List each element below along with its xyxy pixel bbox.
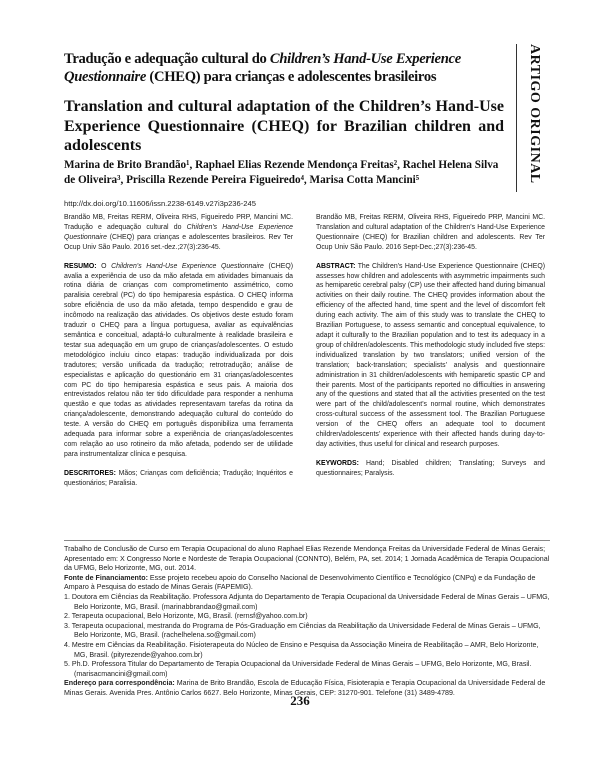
footnote-funding [64, 574, 550, 593]
title-english: Translation and cultural adaptation of the Children’s Hand-Use Experience Questionnaire (CHEQ) for Brazilian children and adolescents [64, 98, 504, 154]
keywords-label: KEYWORDS: [316, 459, 359, 467]
footnote-intro: Trabalho de Conclusão de Curso em Terapia Ocupacional do aluno Raphael Elias Rezende Mendonça Freitas da Universidade Federal de Minas Gerais; Apresentado em: X Congresso Norte e Nordeste de Terapia Ocupacional (CONNTO), Belém, PA, set. 2014; 1 Jornada Acadêmica de Terapia Ocupacional da UFMG, Belo Horizonte, MG, out. 2014. [64, 545, 550, 573]
descritores-label: DESCRITORES: [64, 469, 116, 477]
authors: Marina de Brito Brandão¹, Raphael Elias Rezende Mendonça Freitas², Rachel Helena Silva de Oliveira³, Priscilla Rezende Pereira Figueiredo⁴, Marisa Cotta Mancini⁵ [64, 159, 499, 186]
abstract-english-column [316, 213, 545, 488]
abstract-label: ABSTRACT: [316, 262, 356, 270]
resumo-text: (CHEQ) avalia a experiência de uso da mão afetada em atividades bimanuais da rotina diária de crianças com comprometimento assimétrico, como paralisia cerebral (PC) do tipo hemiparesia espástica. O CHEQ informa sobre eficiência de uso da mão afetada, tempo despendido e grau de incômodo na realização das atividades. Os objetivos deste estudo foram traduzir o CHEQ para a língua portuguesa, avaliar as equivalências semântica e conceitual, adaptá-lo culturalmente à realidade brasileira e testar sua adequação em um grupo de crianças/adolescentes. O estudo metodológico incluiu cinco etapas: tradução individualizada por dois tradutores; versão unificada da tradução; retrotradução; análise de especialistas e aplicação do questionário em 31 crianças/adolescentes com PC do tipo hemiparesia espástica e seus pais. A maioria dos entrevistados relatou não ter tido dificuldade para responder a nenhuma questão e que todas as atividades representavam tarefas da rotina da criança/adolescente, demonstrando adequação cultural do conteúdo do teste. A versão do CHEQ em português disponibiliza uma ferramenta adequada para informar sobre a experiência de crianças/adolescentes com relação ao uso rotineiro da mão afetada, podendo ser de utilidade para instrumentalizar clínica e pesquisa. [64, 262, 293, 458]
resumo-a: O [96, 262, 112, 270]
address-label: Endereço para correspondência: [64, 679, 175, 688]
footnote-item: 1. Doutora em Ciências da Reabilitação. Professora Adjunta do Departamento de Terapia Ocupacional da Universidade Federal de Minas Gerais – UFMG, Belo Horizonte, MG, Brasil. (marinabbrandao@gmail.com) [64, 592, 550, 611]
abstract-text: The Children’s Hand-Use Experience Questionnaire (CHEQ) assesses how children and adolescents with asymmetric impairments such as hemiparetic cerebral palsy (CP) use their affected hand during bimanual activities on their daily routine. The CHEQ provides information about the efficiency of the affected hand, time spent and the level of discomfort felt during each activity. The aim of this study was to translate the CHEQ to Brazilian Portuguese, to assess semantic and conceptual equivalence, to adapt it culturally to the Brazilian population and to test its adequacy in a group of children/adolescents. This methodologic study included five steps: individualized translation by two translators; unified version of the translation; back-translation; specialists’ analysis and questionnaire administration in 31 children/adolescents with hemiparetic spastic CP and their parents. Most of the participants reported no difficulties in answering any of the questions and stated that all the activities presented on the test were part of the child/adolescent’s normal routine, which demonstrates cross-cultural success of the assessment tool. The Brazilian Portuguese version of the CHEQ offers an adequate tool to document children/adolescents’ experience with their affected hands during day-to-day activities, thus useful for clinical and research purposes. [316, 262, 545, 448]
citation-pt-italic: Children’s Hand-Use Experience Questionnaire [64, 223, 293, 241]
citation-pt [64, 213, 293, 253]
footnote-item: 4. Mestre em Ciências da Reabilitação. Fisioterapeuta do Núcleo de Ensino e Pesquisa da Associação Mineira de Reabilitação – AMR, Belo Horizonte, MG, Brasil. (pityrezende@yahoo.com.br) [64, 640, 539, 659]
resumo-label: RESUMO: [64, 262, 97, 270]
page-number: 236 [290, 693, 310, 708]
title-portuguese [64, 50, 504, 86]
citation-pt-b: (CHEQ) para crianças e adolescentes brasileiros. Rev Ter Ocup Univ São Paulo. 2016 set.-dez.;27(3):236-45. [64, 233, 293, 251]
side-rule [516, 44, 517, 192]
title-pt-prefix: Tradução e adequação cultural do [64, 51, 270, 67]
footnotes [64, 545, 550, 699]
article-type-label: ARTIGO ORIGINAL [527, 44, 542, 184]
footnote-divider [64, 540, 550, 541]
keywords-text: Hand; Disabled children; Translating; Surveys and questionnaires; Paralysis. [316, 459, 545, 477]
doi-link[interactable]: http://dx.doi.org/10.11606/issn.2238-6149.v27i3p236-245 [64, 199, 256, 208]
resumo [64, 262, 293, 460]
resumo-italic: Children’s Hand-Use Experience Questionnaire [111, 262, 264, 270]
footnote-item: 5. Ph.D. Professora Titular do Departamento de Terapia Ocupacional da Universidade Federal de Minas Gerais – UFMG, Belo Horizonte, MG, Brasil. (marisacmancini@gmail.com) [64, 660, 532, 678]
funding-text: Esse projeto recebeu apoio do Conselho Nacional de Desenvolvimento Científico e Tecnológico (CNPq) e da Fundação de Amparo à Pesquisa do estado de Minas Gerais (FAPEMIG). [64, 573, 536, 592]
footnote-item: 3. Terapeuta ocupacional, mestranda do Programa de Pós-Graduação em Ciências da Reabilitação da Universidade Federal de Minas Gerais – UFMG, Belo Horizonte, MG, Brasil. (rachelhelena.so@gmail.com) [64, 621, 541, 640]
citation-en: Brandão MB, Freitas RERM, Oliveira RHS, Figueiredo PRP, Mancini MC. Translation and cultural adaptation of the Children’s Hand-Use Experience Questionnaire (CHEQ) for Brazilian children and adolescents. Rev Ter Ocup Univ São Paulo. 2016 Sept-Dec.;27(3):236-45. [316, 214, 545, 251]
descritores [64, 469, 293, 489]
footnote-item: 2. Terapeuta ocupacional, Belo Horizonte, MG, Brasil. (rernsf@yahoo.com.br) [64, 612, 308, 621]
abstract [316, 262, 545, 450]
citation-pt-a: Brandão MB, Freitas RERM, Oliveira RHS, Figueiredo PRP, Mancini MC. Tradução e adequação cultural do [64, 214, 293, 231]
abstract-portuguese-column [64, 213, 293, 498]
address-text: Marina de Brito Brandão, Escola de Educação Física, Fisioterapia e Terapia Ocupacional da Universidade Federal de Minas Gerais. Avenida Pres. Antônio Carlos 6627. Belo Horizonte, Minas Gerais, CEP: 31270-901. Telefone (31) 3489-4789. [64, 679, 546, 697]
title-pt-suffix: (CHEQ) para crianças e adolescentes brasileiros [146, 69, 437, 85]
funding-label: Fonte de Financiamento: [64, 573, 148, 582]
keywords [316, 459, 545, 479]
title-pt-italic: Children’s Hand-Use Experience Questionnaire [64, 51, 461, 85]
descritores-text: Mãos; Crianças com deficiência; Tradução; Inquéritos e questionários; Paralisia. [64, 469, 293, 487]
